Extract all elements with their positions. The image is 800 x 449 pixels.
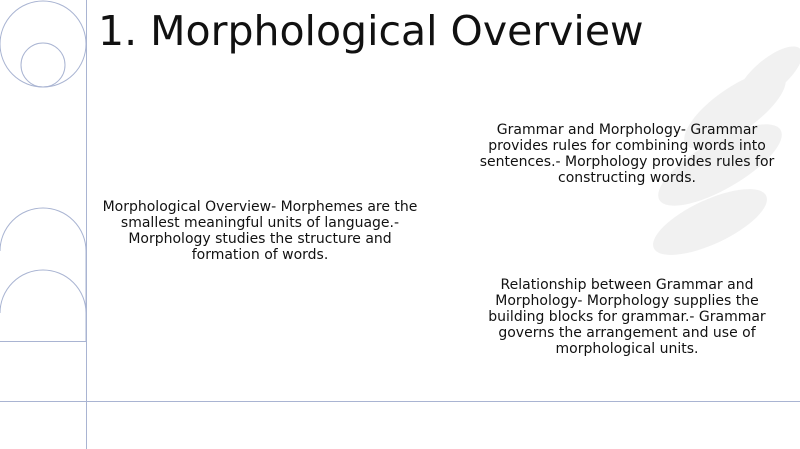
overview-text-block: Morphological Overview- Morphemes are the smallest meaningful units of language.- Morphology studies the structure and formation of words. <box>102 199 418 263</box>
small-circle <box>21 43 65 87</box>
relationship-text-block: Relationship between Grammar and Morphology- Morphology supplies the building blocks for grammar.- Grammar governs the arrangement and use of morphological units. <box>488 277 766 357</box>
slide-title: 1. Morphological Overview <box>98 7 644 55</box>
lower-arch <box>0 270 86 313</box>
upper-arch <box>0 208 86 341</box>
large-circle <box>0 1 86 87</box>
grammar-morphology-text-block: Grammar and Morphology- Grammar provides rules for combining words into sentences.- Morphology provides rules for constructing words. <box>479 122 775 186</box>
